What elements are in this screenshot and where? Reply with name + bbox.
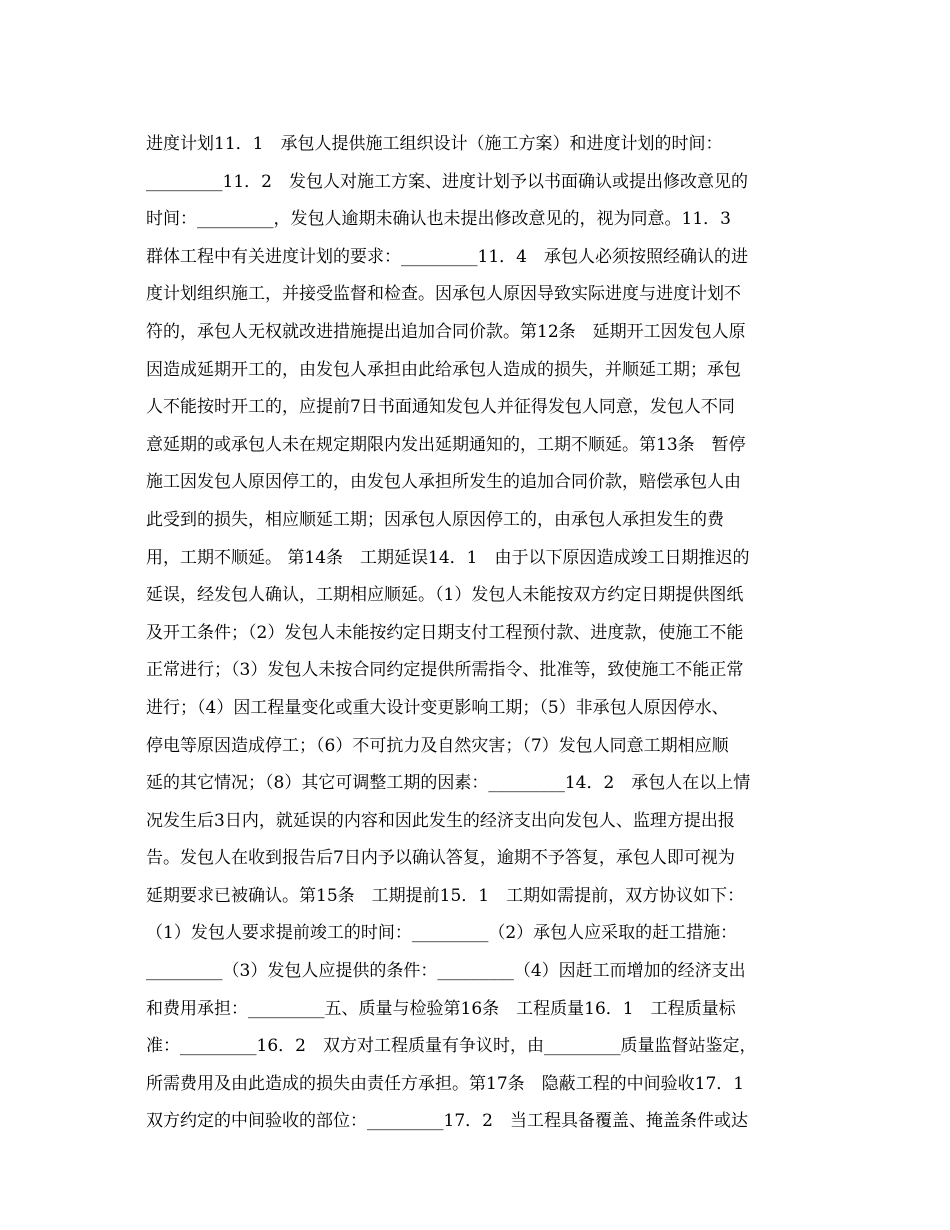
text-line: 双方约定的中间验收的部位：_________17．2 当工程具备覆盖、掩盖条件或达 [146, 1111, 748, 1132]
text-line: 停电等原因造成停工；（6）不可抗力及自然灾害；（7）发包人同意工期相应顺 [146, 735, 729, 756]
text-line: _________（3）发包人应提供的条件：_________（4）因赶工而增加的经济支出 [146, 961, 746, 982]
text-line: 延的其它情况；（8）其它可调整工期的因素：_________14．2 承包人在以上情 [146, 773, 751, 794]
contract-body-text [146, 126, 818, 1141]
text-line: 所需费用及由此造成的损失由责任方承担。第17条 隐蔽工程的中间验收17．1 [146, 1073, 745, 1094]
text-line: 况发生后3日内，就延误的内容和因此发生的经济支出向发包人、监理方提出报 [146, 810, 735, 831]
text-line: 延误，经发包人确认，工期相应顺延。（1）发包人未能按双方约定日期提供图纸 [146, 585, 744, 606]
text-line: 度计划组织施工，并接受监督和检查。因承包人原因导致实际进度与进度计划不 [146, 284, 741, 305]
text-line: （1）发包人要求提前竣工的时间：_________（2）承包人应采取的赶工措施： [146, 923, 738, 944]
text-line: 因造成延期开工的，由发包人承担由此给承包人造成的损失，并顺延工期；承包 [146, 359, 741, 380]
text-line: 及开工条件；（2）发包人未能按约定日期支付工程预付款、进度款，使施工不能 [146, 622, 744, 643]
text-line: 准：_________16．2 双方对工程质量有争议时，由_________质量监督站鉴定， [146, 1036, 757, 1057]
text-line: 符的，承包人无权就改进措施提出追加合同价款。第12条 延期开工因发包人原 [146, 321, 746, 342]
text-line: 施工因发包人原因停工的，由发包人承担所发生的追加合同价款，赔偿承包人由 [146, 472, 741, 493]
text-line: 用，工期不顺延。 第14条 工期延误14．1 由于以下原因造成竣工日期推迟的 [146, 547, 750, 568]
text-line: 延期要求已被确认。第15条 工期提前15．1 工期如需提前，双方协议如下： [146, 885, 745, 906]
text-line: 人不能按时开工的，应提前7日书面通知发包人并征得发包人同意，发包人不同 [146, 397, 735, 418]
text-line: 告。发包人在收到报告后7日内予以确认答复，逾期不予答复，承包人即可视为 [146, 848, 735, 869]
text-line: 意延期的或承包人未在规定期限内发出延期通知的，工期不顺延。第13条 暂停 [146, 434, 746, 455]
text-line: 正常进行；（3）发包人未按合同约定提供所需指令、批准等，致使施工不能正常 [146, 660, 744, 681]
text-line: 时间：_________，发包人逾期未确认也未提出修改意见的，视为同意。11．3 [146, 209, 731, 230]
text-line: 群体工程中有关进度计划的要求：_________11．4 承包人必须按照经确认的进 [146, 246, 748, 267]
text-line: 进行；（4）因工程量变化或重大设计变更影响工期；（5）非承包人原因停水、 [146, 697, 729, 718]
text-line: 进度计划11．1 承包人提供施工组织设计（施工方案）和进度计划的时间： [146, 134, 723, 154]
text-line: 此受到的损失，相应顺延工期；因承包人原因停工的，由承包人承担发生的费 [146, 509, 724, 530]
text-line: _________11．2 发包人对施工方案、进度计划予以书面确认或提出修改意见的 [146, 171, 748, 192]
text-line: 和费用承担：_________五、质量与检验第16条 工程质量16．1 工程质量标 [146, 998, 736, 1019]
